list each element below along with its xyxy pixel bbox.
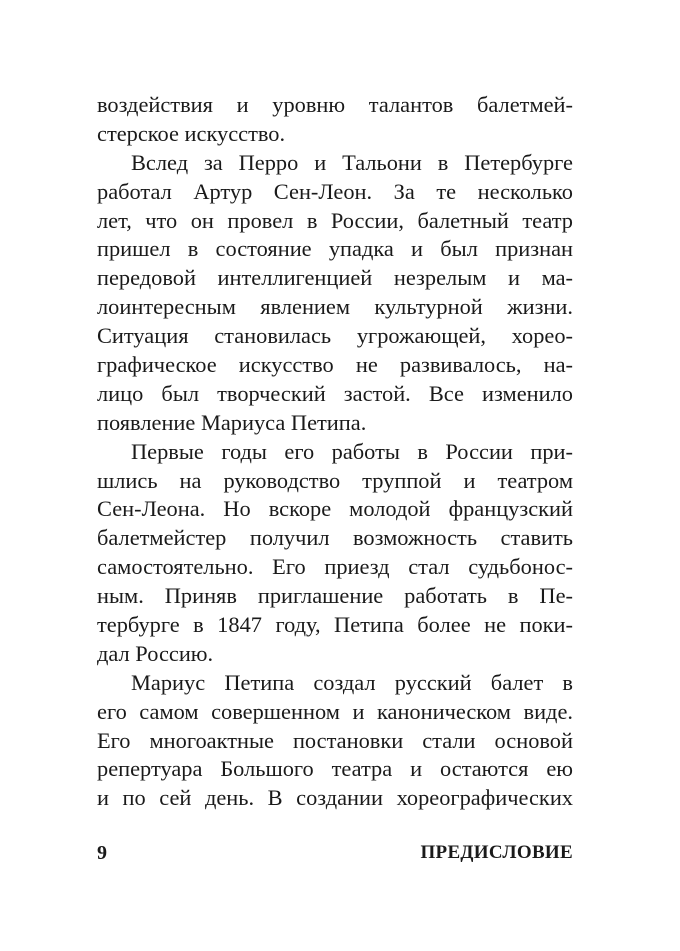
text-line: и по сей день. В создании хореографических — [97, 785, 573, 811]
text-line: лет, что он провел в России, балетный театр — [97, 207, 573, 233]
page-number: 9 — [97, 842, 107, 864]
text-line: Вслед за Перро и Тальони в Петербурге — [131, 149, 573, 175]
text-line: его самом совершенном и каноническом виде. — [97, 698, 573, 724]
text-line: графическое искусство не развивалось, на- — [97, 352, 573, 378]
running-head: ПРЕДИСЛОВИЕ — [420, 842, 573, 863]
text-line: работал Артур Сен-Леон. За те несколько — [97, 178, 573, 204]
text-line: пришел в состояние упадка и был признан — [97, 236, 573, 262]
text-line: репертуара Большого театра и остаются ею — [97, 756, 573, 782]
text-line: воздействия и уровню талантов балетмей- — [97, 92, 573, 117]
body-text — [97, 91, 573, 813]
text-line: Первые годы его работы в России при- — [131, 438, 573, 464]
text-line: лоинтересным явлением культурной жизни. — [97, 294, 573, 320]
page-footer — [97, 842, 573, 868]
text-line: появление Мариуса Петипа. — [97, 409, 367, 435]
text-line: лицо был творческий застой. Все изменило — [97, 380, 573, 406]
text-line: балетмейстер получил возможность ставить — [97, 525, 573, 551]
text-line: Его многоактные постановки стали основой — [97, 727, 573, 753]
text-line: ным. Приняв приглашение работать в Пе- — [97, 583, 573, 609]
text-line: передовой интеллигенцией незрелым и ма- — [97, 265, 573, 291]
text-line: Мариус Петипа создал русский балет в — [131, 669, 573, 695]
text-line: шлись на руководство труппой и театром — [97, 467, 573, 493]
text-line: Ситуация становилась угрожающей, хорео- — [97, 323, 573, 349]
text-line: дал Россию. — [97, 640, 214, 666]
text-line: самостоятельно. Его приезд стал судьбонос- — [97, 554, 573, 580]
text-line: тербурге в 1847 году, Петипа более не поки- — [97, 612, 573, 638]
text-line: стерское искусство. — [97, 120, 286, 146]
text-line: Сен-Леона. Но вскоре молодой французский — [97, 496, 573, 522]
